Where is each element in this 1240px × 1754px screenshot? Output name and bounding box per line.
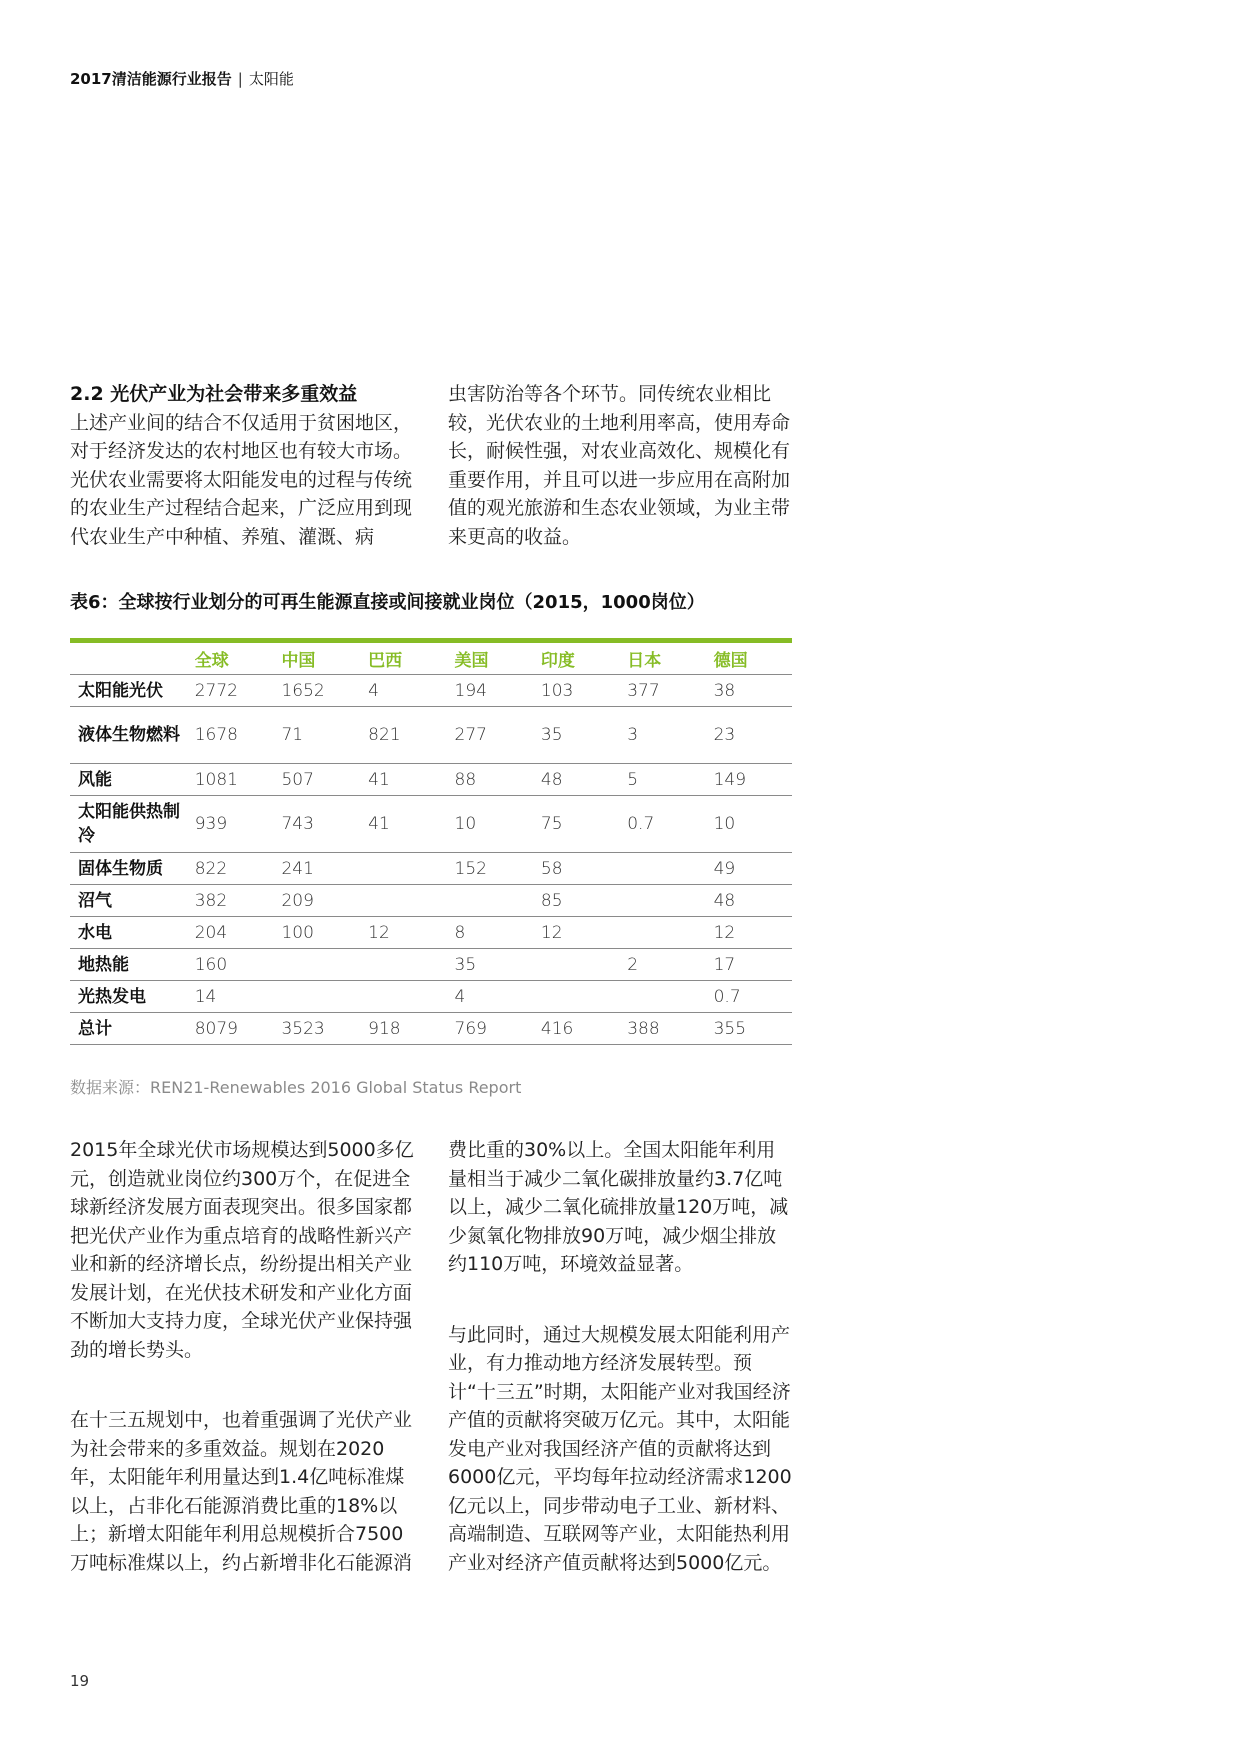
table-cell: 12	[360, 917, 446, 949]
table-row	[70, 853, 792, 885]
table-cell: 277	[447, 707, 533, 764]
column-header: 印度	[533, 643, 619, 675]
section-heading: 2.2 光伏产业为社会带来多重效益	[70, 383, 358, 405]
table-cell: 103	[533, 675, 619, 707]
table-cell	[360, 853, 446, 885]
employment-table	[70, 638, 792, 1045]
table-cell: 382	[187, 885, 274, 917]
row-label: 固体生物质	[70, 853, 187, 885]
table-cell	[360, 885, 446, 917]
section-paragraph-left: 上述产业间的结合不仅适用于贫困地区，对于经济发达的农村地区也有较大市场。光伏农业需要将太阳能发电的过程与传统的农业生产过程结合起来，广泛应用到现代农业生产中种植、养殖、灌溉、病	[70, 411, 413, 548]
table-cell: 149	[706, 764, 792, 796]
table-cell: 85	[533, 885, 619, 917]
table-cell: 58	[533, 853, 619, 885]
table-cell: 48	[706, 885, 792, 917]
running-header	[70, 68, 294, 89]
table-cell	[619, 885, 705, 917]
table-row-total	[70, 1013, 792, 1045]
table-cell	[533, 981, 619, 1013]
table-cell: 507	[273, 764, 360, 796]
table-cell: 48	[533, 764, 619, 796]
table-cell: 5	[619, 764, 705, 796]
table-cell: 3	[619, 707, 705, 764]
table-row	[70, 917, 792, 949]
table-cell: 10	[706, 796, 792, 853]
report-title: 2017清洁能源行业报告	[70, 70, 232, 88]
table-cell	[273, 981, 360, 1013]
section-right-column	[448, 380, 793, 551]
table-cell: 194	[447, 675, 533, 707]
table-cell: 35	[447, 949, 533, 981]
table-cell	[447, 885, 533, 917]
table-cell	[360, 949, 446, 981]
table-cell: 12	[533, 917, 619, 949]
column-header: 中国	[273, 643, 360, 675]
table-cell: 0.7	[706, 981, 792, 1013]
body-paragraph: 在十三五规划中，也着重强调了光伏产业为社会带来的多重效益。规划在2020年，太阳能年利用量达到1.4亿吨标准煤以上，占非化石能源消费比重的18%以上；新增太阳能年利用总规模折合7500万吨标准煤以上，约占新增非化石能源消	[70, 1409, 413, 1574]
column-header: 巴西	[360, 643, 446, 675]
report-topic: 太阳能	[248, 70, 294, 88]
table-cell: 2	[619, 949, 705, 981]
table-cell: 12	[706, 917, 792, 949]
table-cell	[273, 949, 360, 981]
table-cell: 204	[187, 917, 274, 949]
table-title: 表6：全球按行业划分的可再生能源直接或间接就业岗位（2015，1000岗位）	[70, 592, 705, 613]
table-cell: 49	[706, 853, 792, 885]
table-source: 数据来源：REN21-Renewables 2016 Global Status Report	[70, 1078, 522, 1097]
table-cell: 71	[273, 707, 360, 764]
table-cell: 41	[360, 764, 446, 796]
table-cell: 939	[187, 796, 274, 853]
table-cell: 918	[360, 1013, 446, 1045]
table-cell: 35	[533, 707, 619, 764]
column-header: 日本	[619, 643, 705, 675]
row-label: 太阳能光伏	[70, 675, 187, 707]
table-cell: 1678	[187, 707, 274, 764]
table-cell: 8	[447, 917, 533, 949]
table-cell: 75	[533, 796, 619, 853]
table-cell: 416	[533, 1013, 619, 1045]
row-label: 太阳能供热制冷	[70, 796, 187, 853]
row-label: 总计	[70, 1013, 187, 1045]
header-separator: |	[237, 70, 243, 88]
table-cell: 821	[360, 707, 446, 764]
body-right-column	[448, 1136, 793, 1577]
table-cell: 23	[706, 707, 792, 764]
column-header: 全球	[187, 643, 274, 675]
table-cell: 388	[619, 1013, 705, 1045]
row-label: 液体生物燃料	[70, 707, 187, 764]
table-cell: 4	[447, 981, 533, 1013]
table-cell: 822	[187, 853, 274, 885]
section-left-column	[70, 380, 415, 551]
table-cell: 1652	[273, 675, 360, 707]
table-cell: 743	[273, 796, 360, 853]
row-label: 地热能	[70, 949, 187, 981]
row-label: 风能	[70, 764, 187, 796]
section-paragraph-right: 虫害防治等各个环节。同传统农业相比较，光伏农业的土地利用率高，使用寿命长，耐候性强，对农业高效化、规模化有重要作用，并且可以进一步应用在高附加值的观光旅游和生态农业领域，为业主带来更高的收益。	[448, 383, 791, 548]
table-row	[70, 885, 792, 917]
table-header-row	[70, 643, 792, 675]
table-cell: 10	[447, 796, 533, 853]
page-number: 19	[70, 1672, 90, 1690]
table-cell: 377	[619, 675, 705, 707]
table-row	[70, 949, 792, 981]
table-cell	[360, 981, 446, 1013]
table-row	[70, 796, 792, 853]
table-cell: 4	[360, 675, 446, 707]
table-cell: 14	[187, 981, 274, 1013]
table-cell: 88	[447, 764, 533, 796]
column-header: 德国	[706, 643, 792, 675]
row-label: 水电	[70, 917, 187, 949]
table-cell: 100	[273, 917, 360, 949]
table-cell	[619, 981, 705, 1013]
table-cell: 41	[360, 796, 446, 853]
table-row	[70, 981, 792, 1013]
table-cell	[619, 853, 705, 885]
table-cell	[619, 917, 705, 949]
table-cell: 17	[706, 949, 792, 981]
table-cell: 38	[706, 675, 792, 707]
body-paragraph: 费比重的30%以上。全国太阳能年利用量相当于减少二氧化碳排放量约3.7亿吨以上，减少二氧化硫排放量120万吨，减少氮氧化物排放90万吨，减少烟尘排放约110万吨，环境效益显著。	[448, 1139, 789, 1275]
body-paragraph: 与此同时，通过大规模发展太阳能利用产业，有力推动地方经济发展转型。预计“十三五”时期，太阳能产业对我国经济产值的贡献将突破万亿元。其中，太阳能发电产业对我国经济产值的贡献将达到6000亿元，平均每年拉动经济需求1200亿元以上，同步带动电子工业、新材料、高端制造、互联网等产业，太阳能热利用产业对经济产值贡献将达到5000亿元。	[448, 1323, 792, 1574]
table-cell: 355	[706, 1013, 792, 1045]
body-left-column	[70, 1136, 415, 1577]
table-cell: 3523	[273, 1013, 360, 1045]
table-cell: 2772	[187, 675, 274, 707]
table-cell: 769	[447, 1013, 533, 1045]
table-row	[70, 675, 792, 707]
table-cell	[533, 949, 619, 981]
table-cell: 160	[187, 949, 274, 981]
body-paragraph: 2015年全球光伏市场规模达到5000多亿元，创造就业岗位约300万个，在促进全球新经济发展方面表现突出。很多国家都把光伏产业作为重点培育的战略性新兴产业和新的经济增长点，纷纷提出相关产业发展计划，在光伏技术研发和产业化方面不断加大支持力度，全球光伏产业保持强劲的增长势头。	[70, 1139, 414, 1361]
table-cell: 0.7	[619, 796, 705, 853]
row-label: 光热发电	[70, 981, 187, 1013]
table-row	[70, 707, 792, 764]
column-header	[70, 643, 187, 675]
table-cell: 209	[273, 885, 360, 917]
table-cell: 241	[273, 853, 360, 885]
column-header: 美国	[447, 643, 533, 675]
table-cell: 1081	[187, 764, 274, 796]
row-label: 沼气	[70, 885, 187, 917]
table-row	[70, 764, 792, 796]
table-cell: 152	[447, 853, 533, 885]
table-cell: 8079	[187, 1013, 274, 1045]
